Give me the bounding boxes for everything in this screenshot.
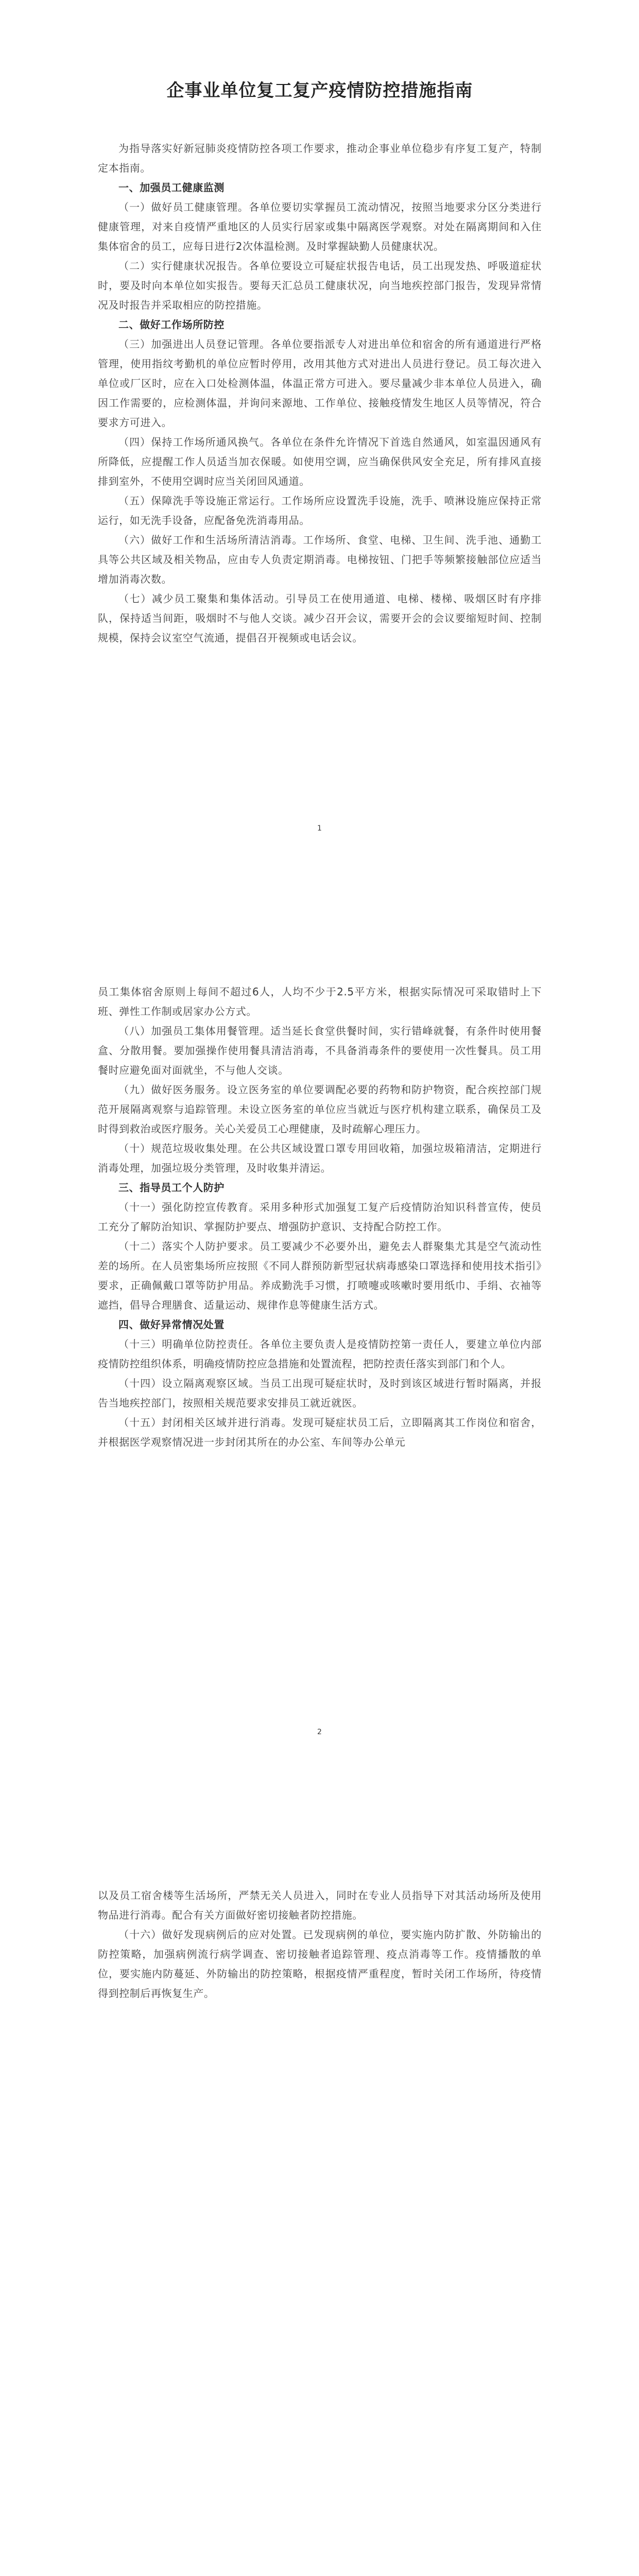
paragraph-15-continued: 以及员工宿舍楼等生活场所，严禁无关人员进入，同时在专业人员指导下对其活动场所及使用物品进行消毒。配合有关方面做好密切接触者防控措施。 xyxy=(98,1889,542,1921)
section-heading-1: 一、加强员工健康监测 xyxy=(118,181,224,194)
paragraph-10: （十）规范垃圾收集处理。在公共区域设置口罩专用回收箱，加强垃圾箱清洁，定期进行消毒处理，加强垃圾分类管理，及时收集并清运。 xyxy=(98,1142,542,1174)
page-2-content xyxy=(98,982,542,1452)
paragraph-11: （十一）强化防控宣传教育。采用多种形式加强复工复产后疫情防治知识科普宣传，使员工充分了解防治知识、掌握防护要点、增强防护意识、支持配合防控工作。 xyxy=(98,1201,542,1233)
page-3-content xyxy=(98,1886,542,2003)
section-heading-4: 四、做好异常情况处置 xyxy=(118,1318,224,1331)
page-3 xyxy=(0,1807,639,2576)
paragraph-3: （三）加强进出人员登记管理。各单位要指派专人对进出单位和宿舍的所有通道进行严格管理，使用指纹考勤机的单位应暂时停用，改用其他方式对进出人员进行登记。员工每次进入单位或厂区时，应在入口处检测体温，体温正常方可进入。要尽量减少非本单位人员进入，确因工作需要的，应检测体温，并询问来源地、工作单位、接触疫情发生地区人员等情况，符合要求方可进入。 xyxy=(98,338,542,429)
paragraph-5: （五）保障洗手等设施正常运行。工作场所应设置洗手设施，洗手、喷淋设施应保持正常运行，如无洗手设备，应配备免洗消毒用品。 xyxy=(98,495,542,527)
section-heading-3: 三、指导员工个人防护 xyxy=(118,1181,224,1194)
section-heading-2: 二、做好工作场所防控 xyxy=(118,318,224,331)
paragraph-7: （七）减少员工聚集和集体活动。引导员工在使用通道、电梯、楼梯、吸烟区时有序排队，保持适当间距，吸烟时不与他人交谈。减少召开会议，需要开会的会议要缩短时间、控制规模，保持会议室空气流通，提倡召开视频或电话会议。 xyxy=(98,592,542,644)
page-1-content xyxy=(98,76,542,648)
paragraph-7-continued: 员工集体宿舍原则上每间不超过6人，人均不少于2.5平方米，根据实际情况可采取错时上下班、弹性工作制或居家办公方式。 xyxy=(98,986,542,1018)
paragraph-8: （八）加强员工集体用餐管理。适当延长食堂供餐时间，实行错峰就餐，有条件时使用餐盒、分散用餐。要加强操作使用餐具清洁消毒，不具备消毒条件的要使用一次性餐具。员工用餐时应避免面对面就坐，不与他人交谈。 xyxy=(98,1025,542,1076)
document-title: 企事业单位复工复产疫情防控措施指南 xyxy=(166,80,473,101)
page-number-1: 1 xyxy=(317,824,322,833)
paragraph-12: （十二）落实个人防护要求。员工要减少不必要外出，避免去人群聚集尤其是空气流动性差的场所。在人员密集场所应按照《不同人群预防新型冠状病毒感染口罩选择和使用技术指引》要求，正确佩戴口罩等防护用品。养成勤洗手习惯，打喷嚏或咳嗽时要用纸巾、手绢、衣袖等遮挡，倡导合理膳食、适量运动、规律作息等健康生活方式。 xyxy=(98,1240,542,1311)
page-1 xyxy=(0,0,639,904)
intro-paragraph: 为指导落实好新冠肺炎疫情防控各项工作要求，推动企事业单位稳步有序复工复产，特制定本指南。 xyxy=(98,142,542,174)
paragraph-4: （四）保持工作场所通风换气。各单位在条件允许情况下首选自然通风，如室温因通风有所降低，应提醒工作人员适当加衣保暖。如使用空调，应当确保供风安全充足，所有排风直接排到室外，不使用空调时应当关闭回风通道。 xyxy=(98,436,542,487)
paragraph-6: （六）做好工作和生活场所清洁消毒。工作场所、食堂、电梯、卫生间、洗手池、通勤工具等公共区域及相关物品，应由专人负责定期消毒。电梯按钮、门把手等频繁接触部位应适当增加消毒次数。 xyxy=(98,534,542,585)
page-number-2: 2 xyxy=(317,1728,322,1736)
paragraph-1: （一）做好员工健康管理。各单位要切实掌握员工流动情况，按照当地要求分区分类进行健康管理，对来自疫情严重地区的人员实行居家或集中隔离医学观察。对处在隔离期间和入住集体宿舍的员工，应每日进行2次体温检测。及时掌握缺勤人员健康状况。 xyxy=(98,201,542,252)
page-2 xyxy=(0,904,639,1807)
paragraph-9: （九）做好医务服务。设立医务室的单位要调配必要的药物和防护物资，配合疾控部门规范开展隔离观察与追踪管理。未设立医务室的单位应当就近与医疗机构建立联系，确保员工及时得到救治或医疗服务。关心关爱员工心理健康，及时疏解心理压力。 xyxy=(98,1083,542,1135)
paragraph-14: （十四）设立隔离观察区域。当员工出现可疑症状时，及时到该区域进行暂时隔离，并报告当地疾控部门，按照相关规范要求安排员工就近就医。 xyxy=(98,1377,542,1409)
paragraph-13: （十三）明确单位防控责任。各单位主要负责人是疫情防控第一责任人，要建立单位内部疫情防控组织体系，明确疫情防控应急措施和处置流程，把防控责任落实到部门和个人。 xyxy=(98,1338,542,1370)
paragraph-2: （二）实行健康状况报告。各单位要设立可疑症状报告电话，员工出现发热、呼吸道症状时，要及时向本单位如实报告。要每天汇总员工健康状况，向当地疾控部门报告，发现异常情况及时报告并采取相应的防控措施。 xyxy=(98,260,542,311)
paragraph-16: （十六）做好发现病例后的应对处置。已发现病例的单位，要实施内防扩散、外防输出的防控策略，加强病例流行病学调查、密切接触者追踪管理、疫点消毒等工作。疫情播散的单位，要实施内防蔓延、外防输出的防控策略，根据疫情严重程度，暂时关闭工作场所，待疫情得到控制后再恢复生产。 xyxy=(98,1928,542,1999)
paragraph-15: （十五）封闭相关区域并进行消毒。发现可疑症状员工后，立即隔离其工作岗位和宿舍，并根据医学观察情况进一步封闭其所在的办公室、车间等办公单元 xyxy=(98,1416,542,1448)
